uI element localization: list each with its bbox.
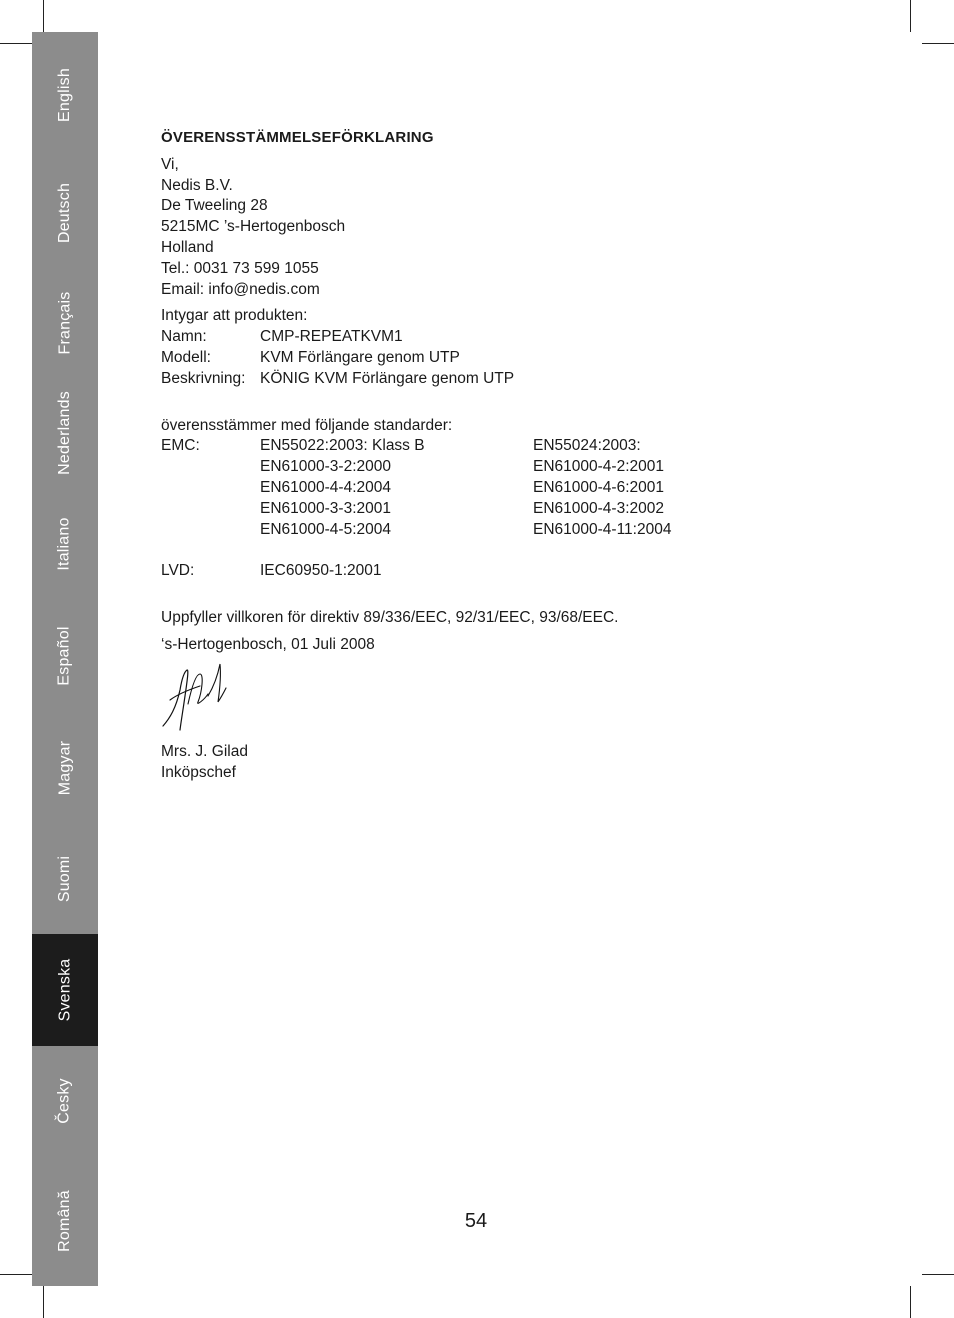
signer-block xyxy=(161,742,248,784)
emc-row xyxy=(161,478,861,499)
field-value: CMP-REPEATKVM1 xyxy=(260,328,403,346)
standards-intro: överensstämmer med följande standarder: xyxy=(161,416,453,434)
crop-mark xyxy=(0,1274,32,1275)
tab-label: Español xyxy=(55,626,73,686)
standard: EN61000-4-3:2002 xyxy=(533,499,664,517)
crop-mark xyxy=(922,1274,954,1275)
tab-magyar[interactable] xyxy=(32,712,98,824)
address-line: 5215MC ’s-Hertogenbosch xyxy=(161,218,346,236)
crop-mark xyxy=(922,43,954,44)
field-value: KÖNIG KVM Förlängare genom UTP xyxy=(260,369,515,387)
standard: EN61000-4-5:2004 xyxy=(260,520,391,538)
standard: EN61000-4-2:2001 xyxy=(533,458,664,476)
field-label: Namn: xyxy=(161,328,207,346)
tab-label: Svenska xyxy=(56,958,73,1022)
tab-suomi[interactable] xyxy=(32,824,98,934)
tab-english[interactable] xyxy=(32,32,98,158)
standard: EN61000-3-3:2001 xyxy=(260,499,391,517)
emc-row xyxy=(161,499,861,520)
crop-mark xyxy=(910,1286,911,1318)
tab-svenska[interactable] xyxy=(32,934,98,1046)
signature-image xyxy=(160,660,230,736)
tab-label: Nederlands xyxy=(56,391,74,475)
product-model-row xyxy=(161,348,861,369)
signer-name: Mrs. J. Gilad xyxy=(161,743,248,760)
product-intro: Intygar att produkten: xyxy=(161,307,308,325)
place-date: ‘s-Hertogenbosch, 01 Juli 2008 xyxy=(161,635,375,653)
crop-mark xyxy=(43,0,44,32)
language-sidebar xyxy=(32,32,98,1286)
lvd-row xyxy=(161,561,861,582)
standard: EN61000-4-6:2001 xyxy=(533,478,664,496)
page-number: 54 xyxy=(464,1210,488,1232)
crop-mark xyxy=(43,1286,44,1318)
field-value: KVM Förlängare genom UTP xyxy=(260,348,460,366)
standard: EN55022:2003: Klass B xyxy=(260,437,425,455)
emc-row xyxy=(161,520,861,541)
tab-label: Română xyxy=(56,1190,73,1252)
crop-mark xyxy=(910,0,911,32)
tab-francais[interactable] xyxy=(32,268,98,378)
tab-italiano[interactable] xyxy=(32,488,98,600)
address-line: Holland xyxy=(161,238,214,256)
address-line: Nedis B.V. xyxy=(161,176,233,194)
standard: EN61000-4-11:2004 xyxy=(533,520,672,538)
address-line: Vi, xyxy=(161,155,179,173)
signer-title: Inköpschef xyxy=(161,763,236,781)
tab-deutsch[interactable] xyxy=(32,158,98,268)
emc-row xyxy=(161,436,861,457)
lvd-label: LVD: xyxy=(161,562,195,580)
tab-label: English xyxy=(55,68,73,122)
emc-row xyxy=(161,457,861,478)
directives-statement: Uppfyller villkoren för direktiv 89/336/EEC, 92/31/EEC, 93/68/EEC. xyxy=(161,609,619,627)
declaration-title: ÖVERENSSTÄMMELSEFÖRKLARING xyxy=(161,129,434,146)
tab-label: Magyar xyxy=(56,740,73,796)
address-line: Tel.: 0031 73 599 1055 xyxy=(161,259,319,277)
tab-label: Italiano xyxy=(55,517,73,571)
tab-romana[interactable] xyxy=(32,1156,98,1286)
standard: EN61000-4-4:2004 xyxy=(260,478,391,496)
tab-label: Česky xyxy=(55,1078,73,1124)
tab-nederlands[interactable] xyxy=(32,378,98,488)
standard: EN61000-3-2:2000 xyxy=(260,458,391,476)
field-label: Modell: xyxy=(161,348,211,366)
standard: EN55024:2003: xyxy=(533,437,641,455)
product-description-row xyxy=(161,369,861,390)
standard: IEC60950-1:2001 xyxy=(260,562,382,580)
tab-label: Français xyxy=(55,291,73,355)
declaration-content xyxy=(161,128,861,656)
product-name-row xyxy=(161,327,861,348)
field-label: Beskrivning: xyxy=(161,369,246,387)
tab-label: Suomi xyxy=(55,855,73,903)
tab-label: Deutsch xyxy=(55,182,73,244)
tab-cesky[interactable] xyxy=(32,1046,98,1156)
address-line: Email: info@nedis.com xyxy=(161,280,320,298)
address-line: De Tweeling 28 xyxy=(161,197,268,215)
tab-espanol[interactable] xyxy=(32,600,98,712)
crop-mark xyxy=(0,43,32,44)
emc-label: EMC: xyxy=(161,437,200,455)
